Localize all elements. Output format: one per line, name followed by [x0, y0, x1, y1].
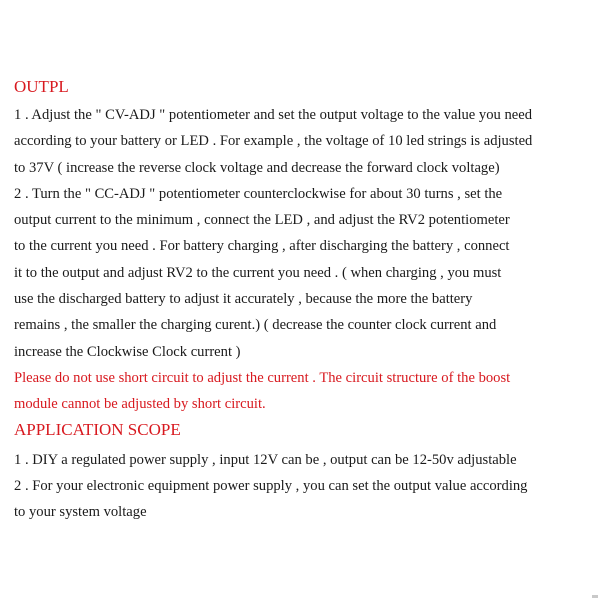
text-line: 2 . For your electronic equipment power supply , you can set the output value according [14, 477, 528, 494]
text-line: output current to the minimum , connect the LED , and adjust the RV2 potentiometer [14, 212, 510, 229]
text-line: 1 . Adjust the " CV-ADJ " potentiometer and set the output voltage to the value you need [14, 107, 533, 123]
text-line: to your system voltage [14, 504, 147, 521]
warning-line: module cannot be adjusted by short circuit. [14, 396, 266, 413]
application-item-1 [14, 447, 590, 473]
instruction-step-1 [14, 102, 590, 181]
text-line: 1 . DIY a regulated power supply , input 12V can be , output can be 12-50v adjustable [14, 451, 517, 468]
section-heading-outpl: OUTPL [14, 77, 69, 96]
corner-mark [592, 595, 598, 598]
section-heading-application-scope: APPLICATION SCOPE [14, 419, 181, 439]
short-circuit-warning [14, 365, 590, 418]
section-application-scope [14, 419, 590, 526]
application-item-2 [14, 473, 590, 526]
instruction-document [14, 76, 590, 525]
text-line: increase the Clockwise Clock current ) [14, 343, 241, 360]
text-line: use the discharged battery to adjust it accurately , because the more the battery [14, 291, 473, 308]
text-line: to the current you need . For battery charging , after discharging the battery , connect [14, 238, 510, 255]
text-line: it to the output and adjust RV2 to the current you need . ( when charging , you must [14, 264, 502, 281]
instruction-step-2 [14, 181, 590, 365]
section-outpl [14, 76, 590, 418]
text-line: according to your battery or LED . For example , the voltage of 10 led strings is adjusted [14, 133, 533, 150]
warning-line: Please do not use short circuit to adjust the current . The circuit structure of the boost [14, 369, 511, 386]
text-line: 2 . Turn the " CC-ADJ " potentiometer counterclockwise for about 30 turns , set the [14, 185, 503, 202]
text-line: remains , the smaller the charging curent.) ( decrease the counter clock current and [14, 317, 497, 334]
text-line: to 37V ( increase the reverse clock voltage and decrease the forward clock voltage) [14, 159, 500, 176]
